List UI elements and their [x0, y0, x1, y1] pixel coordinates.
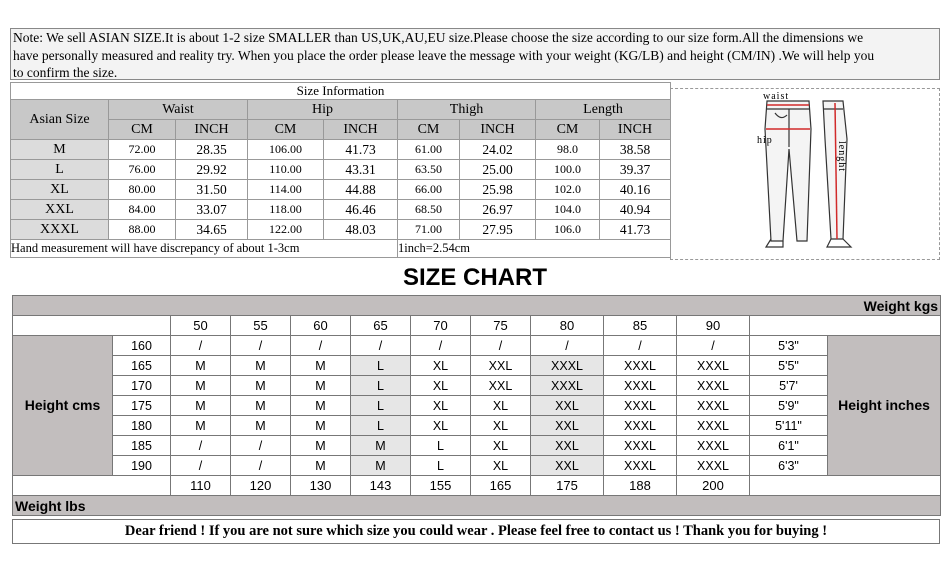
size-label: XXL — [11, 200, 109, 220]
measurement-cell: 100.0 — [536, 160, 600, 180]
measurement-cell: 76.00 — [109, 160, 176, 180]
size-cell: / — [291, 336, 351, 356]
size-cell: M — [291, 396, 351, 416]
size-information-table — [10, 82, 671, 258]
height-cm-cell: 175 — [113, 396, 171, 416]
note-line: to confirm the size. — [13, 65, 118, 80]
height-inch-cell: 5'9" — [750, 396, 828, 416]
measurement-cell: 72.00 — [109, 140, 176, 160]
measurement-cell: 114.00 — [248, 180, 324, 200]
measurement-cell: 28.35 — [176, 140, 248, 160]
size-cell: / — [231, 336, 291, 356]
size-cell: M — [291, 456, 351, 476]
measurement-cell: 84.00 — [109, 200, 176, 220]
note-line: Note: We sell ASIAN SIZE.It is about 1-2 size SMALLER than US,UK,AU,EU size.Please choose the size according to our size form.All the dimensions we — [13, 30, 864, 45]
weight-lbs-cell: 200 — [677, 476, 750, 496]
measurement-discrepancy-note: Hand measurement will have discrepancy of about 1-3cm — [11, 240, 398, 258]
size-cell: / — [604, 336, 677, 356]
measurement-cell: 34.65 — [176, 220, 248, 240]
measurement-cell: 24.02 — [460, 140, 536, 160]
size-cell: XL — [471, 396, 531, 416]
measurement-cell: 106.00 — [248, 140, 324, 160]
waist-label: waist — [763, 91, 790, 102]
length-header: Length — [536, 100, 671, 120]
height-inch-cell: 6'3" — [750, 456, 828, 476]
note-line: have personally measured and reality try. When you place the order please leave the message with your weight (KG/LB) and height (CM/IN) .We will help you — [13, 47, 875, 63]
size-cell: XXXL — [677, 396, 750, 416]
measurement-cell: 38.58 — [600, 140, 671, 160]
unit-header: INCH — [600, 120, 671, 140]
size-row — [11, 220, 671, 240]
size-cell: M — [351, 436, 411, 456]
size-chart-title: SIZE CHART — [403, 264, 547, 291]
measurement-cell: 26.97 — [460, 200, 536, 220]
size-cell: / — [171, 436, 231, 456]
size-cell: / — [231, 436, 291, 456]
measurement-cell: 118.00 — [248, 200, 324, 220]
weight-kg-cell: 85 — [604, 316, 677, 336]
measurement-cell: 110.00 — [248, 160, 324, 180]
size-cell: M — [171, 356, 231, 376]
size-chart-table — [12, 295, 941, 516]
size-cell: XXXL — [604, 376, 677, 396]
size-cell: XXXL — [677, 356, 750, 376]
height-row — [13, 376, 941, 396]
waist-header: Waist — [109, 100, 248, 120]
measurement-cell: 39.37 — [600, 160, 671, 180]
size-cell: / — [531, 336, 604, 356]
height-inch-cell: 5'5" — [750, 356, 828, 376]
blank-cell — [750, 476, 941, 496]
height-row — [13, 456, 941, 476]
measurement-cell: 43.31 — [324, 160, 398, 180]
height-cm-cell: 165 — [113, 356, 171, 376]
measurement-cell: 66.00 — [398, 180, 460, 200]
size-cell: M — [291, 436, 351, 456]
height-cm-cell: 160 — [113, 336, 171, 356]
size-row — [11, 180, 671, 200]
size-cell: XXXL — [677, 456, 750, 476]
size-label: L — [11, 160, 109, 180]
size-cell: / — [471, 336, 531, 356]
measurement-cell: 68.50 — [398, 200, 460, 220]
unit-header: INCH — [460, 120, 536, 140]
blank-cell — [13, 316, 171, 336]
weight-kg-cell: 50 — [171, 316, 231, 336]
size-row — [11, 160, 671, 180]
size-label: M — [11, 140, 109, 160]
size-cell: XXL — [471, 376, 531, 396]
size-cell: XXXL — [531, 376, 604, 396]
size-cell: XXXL — [677, 416, 750, 436]
height-row — [13, 356, 941, 376]
size-cell: M — [291, 356, 351, 376]
size-row — [11, 200, 671, 220]
size-cell: XXXL — [677, 376, 750, 396]
unit-header: INCH — [324, 120, 398, 140]
measurement-cell: 29.92 — [176, 160, 248, 180]
weight-kg-cell: 90 — [677, 316, 750, 336]
height-row — [13, 336, 941, 356]
size-cell: XL — [411, 416, 471, 436]
size-cell: L — [351, 396, 411, 416]
measurement-cell: 88.00 — [109, 220, 176, 240]
measurement-cell: 48.03 — [324, 220, 398, 240]
measurement-cell: 27.95 — [460, 220, 536, 240]
height-cm-cell: 170 — [113, 376, 171, 396]
size-cell: XXXL — [604, 396, 677, 416]
weight-kg-cell: 80 — [531, 316, 604, 336]
size-cell: M — [231, 416, 291, 436]
size-cell: M — [171, 396, 231, 416]
blank-cell — [13, 476, 171, 496]
measurement-cell: 122.00 — [248, 220, 324, 240]
height-cm-cell: 190 — [113, 456, 171, 476]
measurement-cell: 25.00 — [460, 160, 536, 180]
measurement-cell: 98.0 — [536, 140, 600, 160]
measurement-cell: 63.50 — [398, 160, 460, 180]
measurement-cell: 33.07 — [176, 200, 248, 220]
weight-lbs-cell: 165 — [471, 476, 531, 496]
weight-lbs-label: Weight lbs — [13, 496, 941, 516]
size-cell: XL — [411, 396, 471, 416]
size-cell: M — [171, 416, 231, 436]
size-cell: / — [677, 336, 750, 356]
size-cell: XL — [471, 436, 531, 456]
size-row — [11, 140, 671, 160]
size-cell: XXXL — [531, 356, 604, 376]
weight-kg-cell: 65 — [351, 316, 411, 336]
height-inch-cell: 5'7' — [750, 376, 828, 396]
size-label: XXXL — [11, 220, 109, 240]
measurement-cell: 31.50 — [176, 180, 248, 200]
height-inches-label: Height inches — [828, 336, 941, 476]
measurement-cell: 106.0 — [536, 220, 600, 240]
size-cell: / — [351, 336, 411, 356]
size-cell: M — [231, 356, 291, 376]
measurement-cell: 71.00 — [398, 220, 460, 240]
weight-lbs-cell: 120 — [231, 476, 291, 496]
size-cell: M — [231, 396, 291, 416]
pants-illustration — [671, 89, 939, 259]
size-label: XL — [11, 180, 109, 200]
weight-kg-cell: 70 — [411, 316, 471, 336]
height-inch-cell: 5'3" — [750, 336, 828, 356]
pants-measurement-diagram — [670, 88, 940, 260]
weight-lbs-cell: 110 — [171, 476, 231, 496]
size-cell: XXL — [531, 456, 604, 476]
size-cell: M — [351, 456, 411, 476]
size-cell: M — [171, 376, 231, 396]
height-row — [13, 396, 941, 416]
size-information-caption: Size Information — [11, 83, 671, 100]
size-cell: / — [171, 336, 231, 356]
weight-kg-cell: 55 — [231, 316, 291, 336]
unit-header: CM — [248, 120, 324, 140]
size-cell: XL — [471, 456, 531, 476]
measurement-cell: 104.0 — [536, 200, 600, 220]
size-cell: XXL — [471, 356, 531, 376]
size-cell: L — [351, 376, 411, 396]
size-cell: M — [291, 416, 351, 436]
size-note — [10, 28, 940, 80]
height-cm-cell: 185 — [113, 436, 171, 456]
hip-label: hip — [757, 135, 773, 146]
asian-size-header: Asian Size — [11, 100, 109, 140]
size-cell: XXXL — [604, 356, 677, 376]
size-cell: M — [291, 376, 351, 396]
size-cell: XL — [411, 356, 471, 376]
size-cell: L — [411, 456, 471, 476]
weight-lbs-cell: 130 — [291, 476, 351, 496]
height-cms-label: Height cms — [13, 336, 113, 476]
size-cell: L — [351, 416, 411, 436]
weight-kg-cell: 60 — [291, 316, 351, 336]
measurement-cell: 41.73 — [600, 220, 671, 240]
size-cell: XL — [471, 416, 531, 436]
size-cell: XXL — [531, 396, 604, 416]
unit-header: CM — [398, 120, 460, 140]
height-inch-cell: 5'11" — [750, 416, 828, 436]
measurement-cell: 80.00 — [109, 180, 176, 200]
measurement-cell: 40.94 — [600, 200, 671, 220]
size-cell: XXL — [531, 416, 604, 436]
weight-kgs-header: Weight kgs — [13, 296, 941, 316]
unit-header: CM — [536, 120, 600, 140]
size-cell: / — [231, 456, 291, 476]
size-cell: XXL — [531, 436, 604, 456]
size-cell: XXXL — [604, 416, 677, 436]
size-cell: XXXL — [677, 436, 750, 456]
size-cell: XXXL — [604, 436, 677, 456]
size-cell: / — [411, 336, 471, 356]
size-cell: XXXL — [604, 456, 677, 476]
measurement-cell: 61.00 — [398, 140, 460, 160]
measurement-cell: 102.0 — [536, 180, 600, 200]
height-row — [13, 436, 941, 456]
unit-header: CM — [109, 120, 176, 140]
unit-header: INCH — [176, 120, 248, 140]
size-cell: M — [231, 376, 291, 396]
weight-lbs-cell: 175 — [531, 476, 604, 496]
weight-lbs-cell: 188 — [604, 476, 677, 496]
height-row — [13, 416, 941, 436]
size-cell: L — [351, 356, 411, 376]
size-cell: L — [411, 436, 471, 456]
measurement-cell: 41.73 — [324, 140, 398, 160]
height-cm-cell: 180 — [113, 416, 171, 436]
weight-lbs-cell: 155 — [411, 476, 471, 496]
weight-lbs-cell: 143 — [351, 476, 411, 496]
measurement-cell: 40.16 — [600, 180, 671, 200]
size-cell: / — [171, 456, 231, 476]
hip-header: Hip — [248, 100, 398, 120]
inch-conversion-note: 1inch=2.54cm — [398, 240, 671, 258]
blank-cell — [750, 316, 941, 336]
contact-message: Dear friend ! If you are not sure which size you could wear . Please feel free to contact us ! Thank you for buying ! — [12, 519, 940, 544]
measurement-cell: 25.98 — [460, 180, 536, 200]
size-cell: XL — [411, 376, 471, 396]
thigh-header: Thigh — [398, 100, 536, 120]
measurement-cell: 46.46 — [324, 200, 398, 220]
weight-kg-cell: 75 — [471, 316, 531, 336]
height-inch-cell: 6'1" — [750, 436, 828, 456]
measurement-cell: 44.88 — [324, 180, 398, 200]
length-label: lenght — [836, 141, 847, 172]
